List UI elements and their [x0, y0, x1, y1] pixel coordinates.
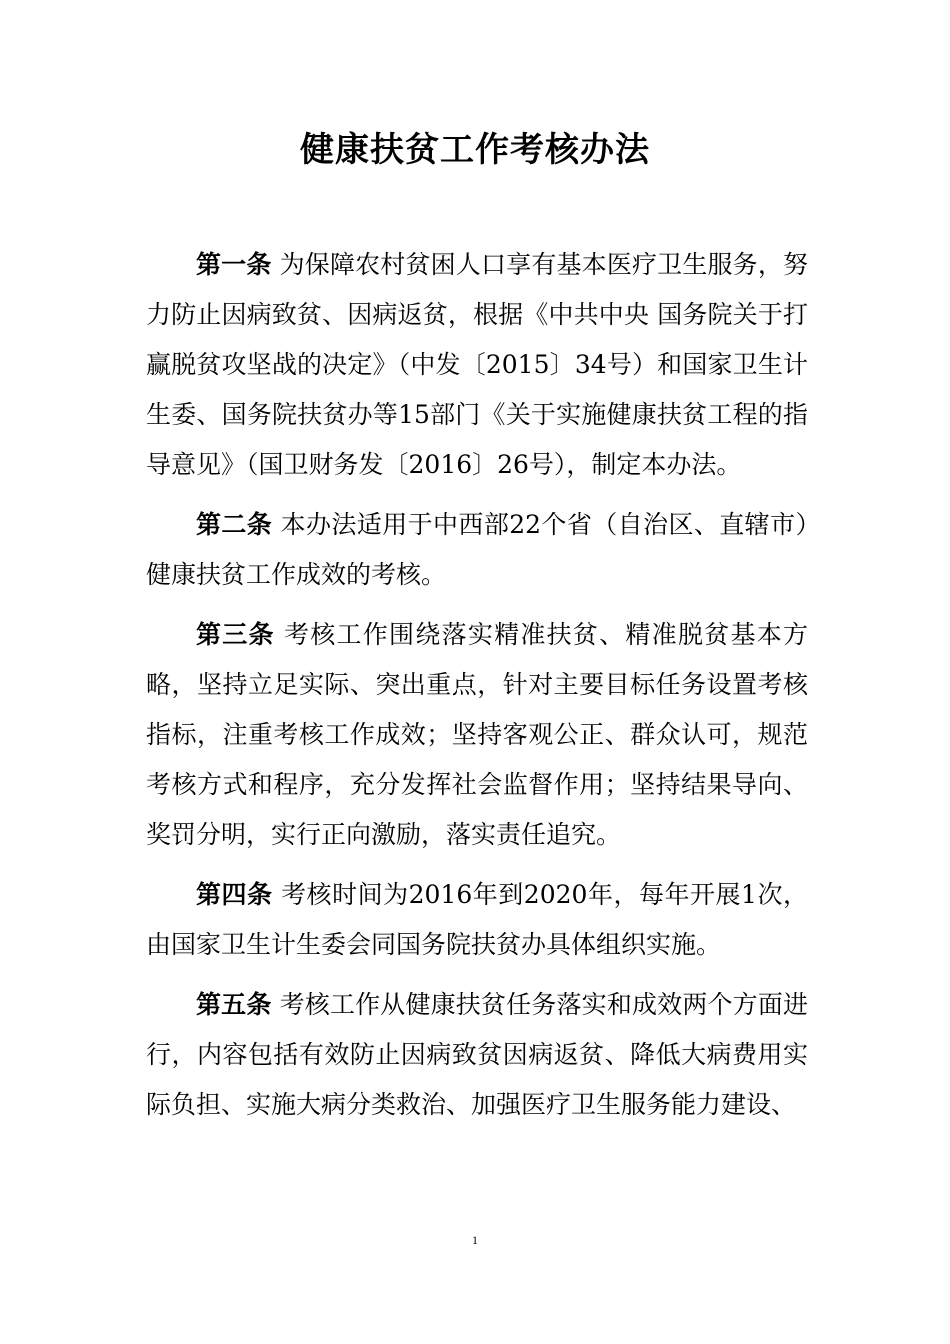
- page-number: 1: [472, 1233, 478, 1247]
- article-5-text: 考核工作从健康扶贫任务落实和成效两个方面进行，内容包括有效防止因病致贫因病返贫、降低大病费用实际负担、实施大病分类救治、加强医疗卫生服务能力建设、: [146, 990, 808, 1119]
- article-1: [146, 240, 808, 490]
- article-3-text: 考核工作围绕落实精准扶贫、精准脱贫基本方略，坚持立足实际、突出重点，针对主要目标任务设置考核指标，注重考核工作成效；坚持客观公正、群众认可，规范考核方式和程序，充分发挥社会监督作用；坚持结果导向、奖罚分明，实行正向激励，落实责任追究。: [146, 620, 808, 849]
- document-body: [146, 240, 808, 1140]
- article-3: [146, 610, 808, 860]
- article-1-text: 为保障农村贫困人口享有基本医疗卫生服务，努力防止因病致贫、因病返贫，根据《中共中央 国务院关于打赢脱贫攻坚战的决定》（中发〔2015〕34号）和国家卫生计生委、国务院扶贫办等15部门《关于实施健康扶贫工程的指导意见》（国卫财务发〔2016〕26号），制定本办法。: [146, 250, 808, 479]
- article-2-text: 本办法适用于中西部22个省（自治区、直辖市）健康扶贫工作成效的考核。: [146, 510, 808, 589]
- article-4-label: 第四条: [196, 880, 273, 909]
- article-4-text: 考核时间为2016年到2020年，每年开展1次，由国家卫生计生委会同国务院扶贫办具体组织实施。: [146, 880, 808, 959]
- article-4: [146, 870, 808, 970]
- article-3-label: 第三条: [196, 620, 275, 649]
- article-2: [146, 500, 808, 600]
- document-title: 健康扶贫工作考核办法: [300, 130, 650, 170]
- article-5-label: 第五条: [196, 990, 272, 1019]
- article-2-label: 第二条: [196, 510, 273, 539]
- article-5: [146, 980, 808, 1130]
- article-1-label: 第一条: [196, 250, 272, 279]
